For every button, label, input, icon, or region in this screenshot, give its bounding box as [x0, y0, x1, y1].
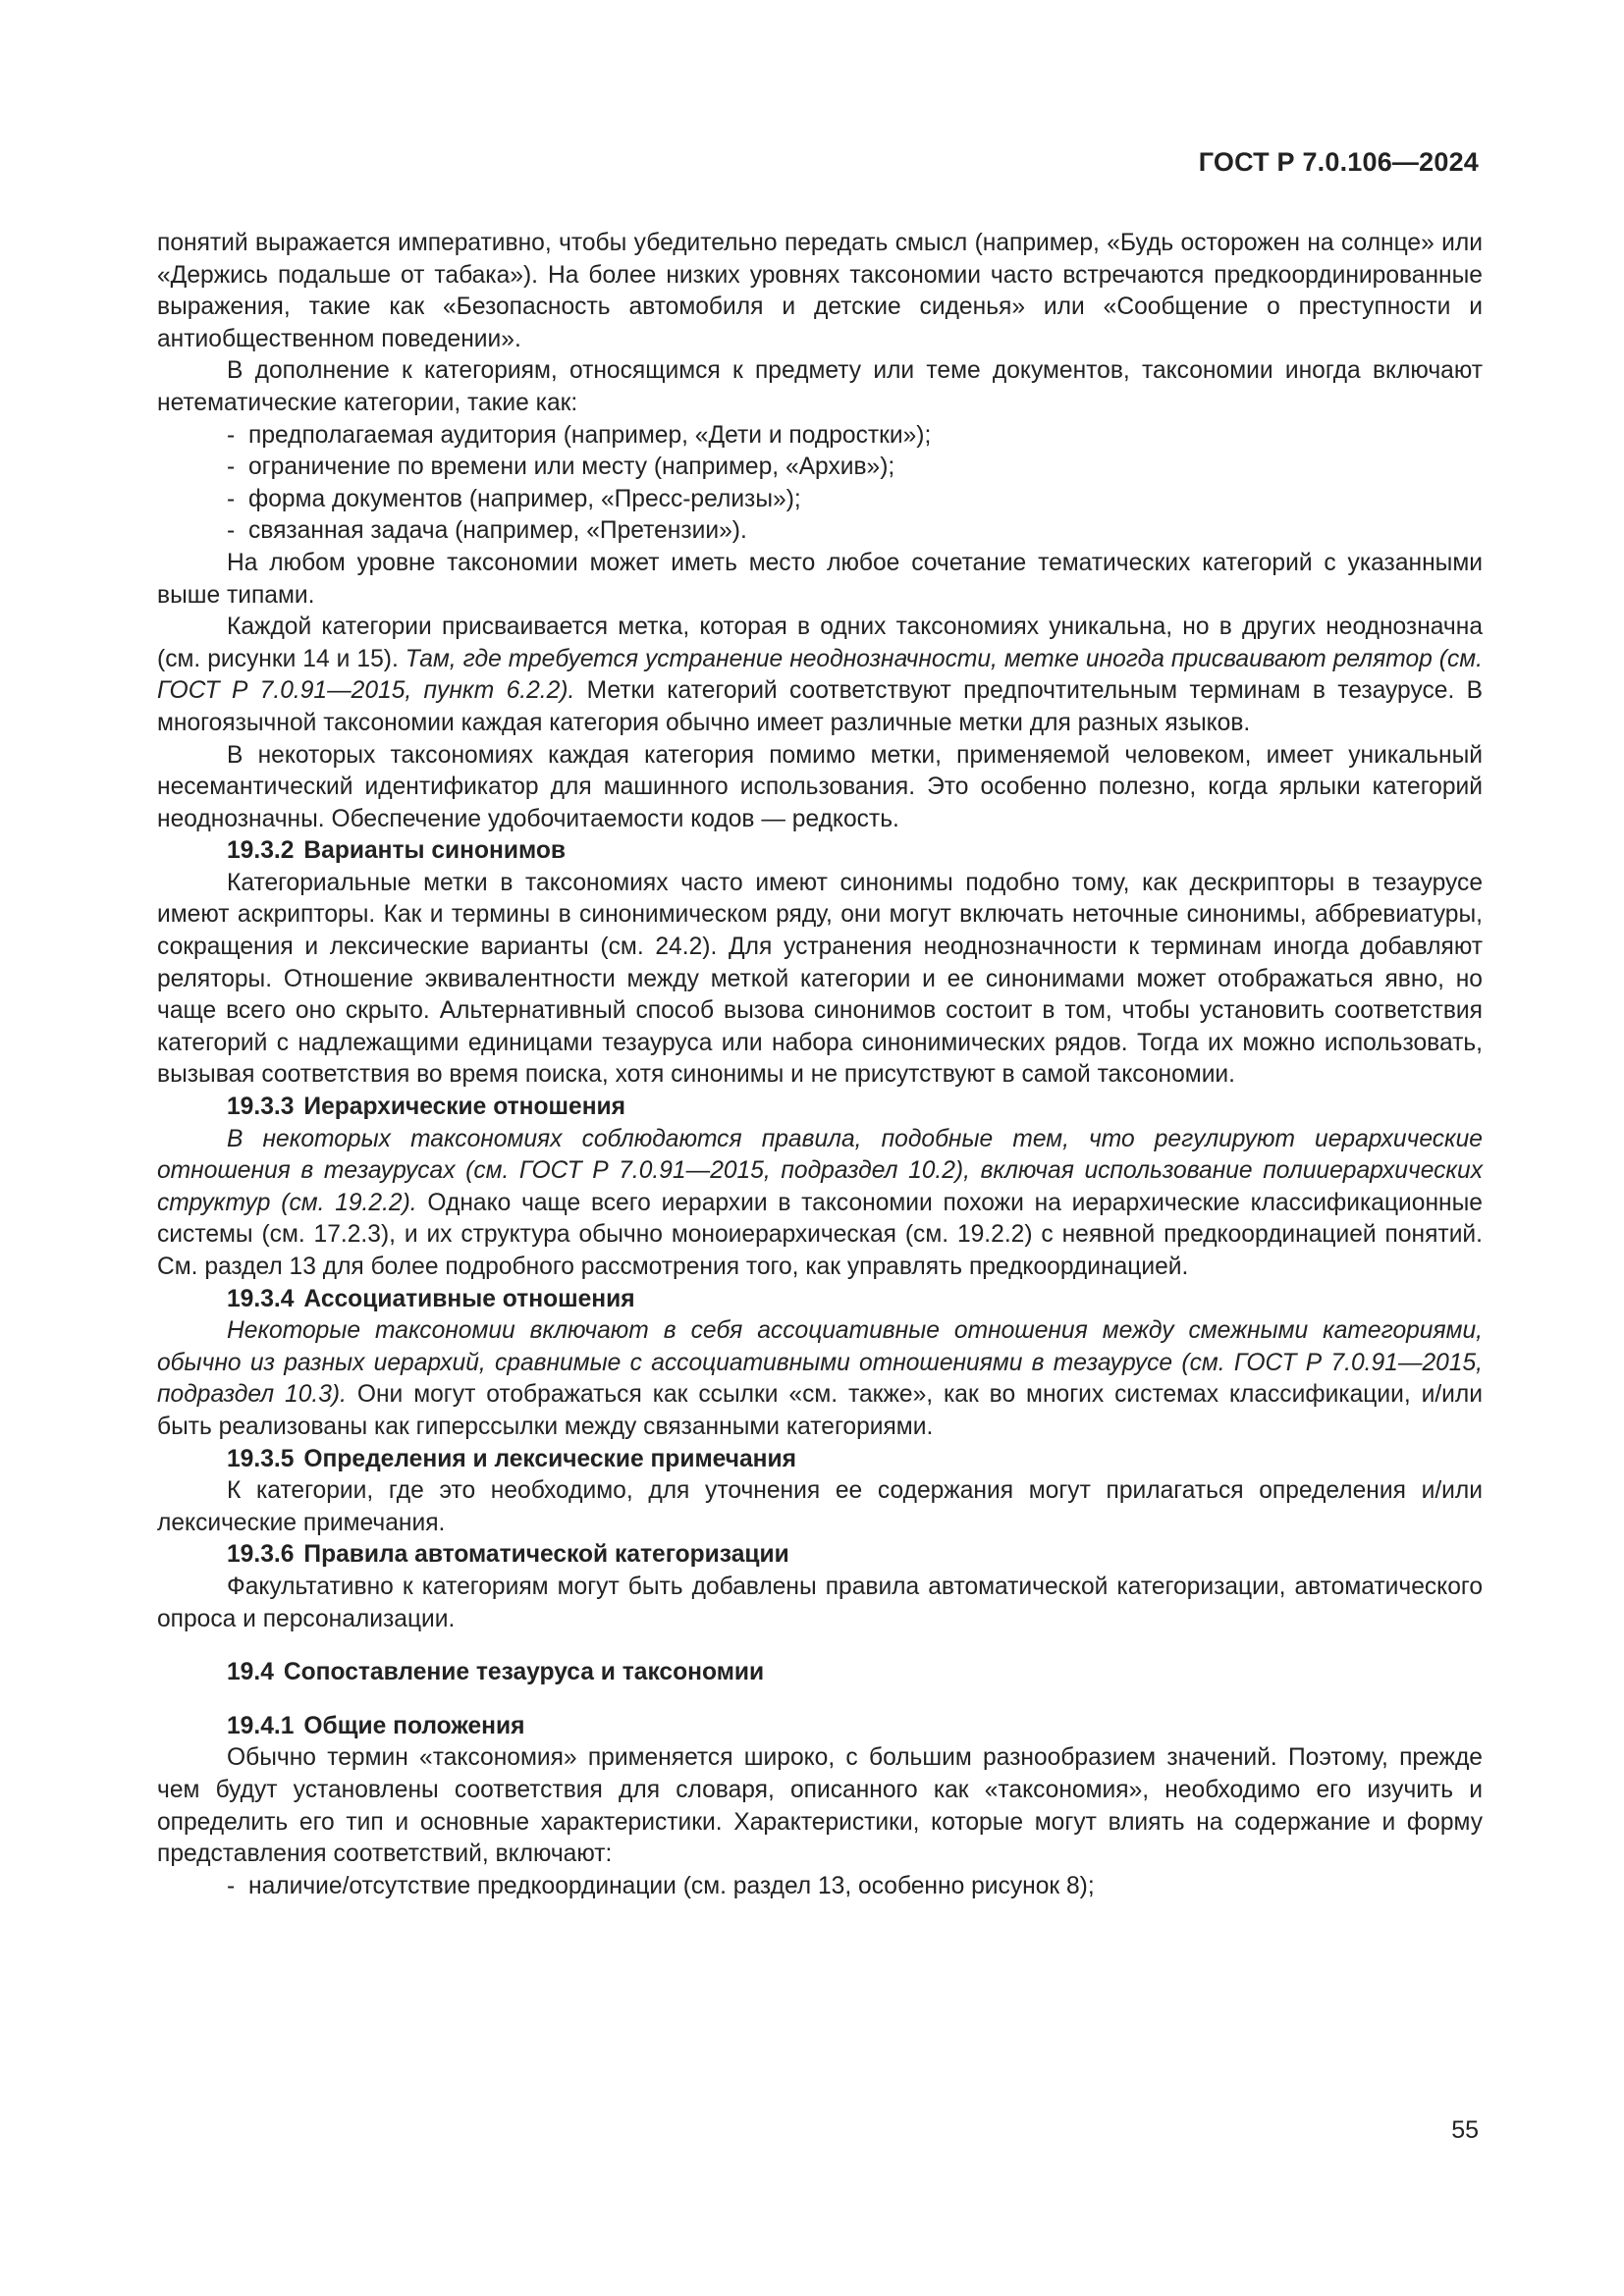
section-number: 19.4: [227, 1659, 274, 1686]
section-heading-19-3-4: [157, 1284, 1483, 1316]
paragraph-synonyms: Категориальные метки в таксономиях часто имеют синонимы подобно тому, как дескрипторы в тезаурусе имеют аскрипторы. Как и термины в синонимическом ряду, они могут включать неточные синонимы, аббревиатуры, сокращения и лексические варианты (см. 24.2). Для устранения неоднозначности к терминам иногда добавляют реляторы. Отношение эквивалентности между меткой категории и ее синонимами может отображаться явно, но чаще всего оно скрыто. Альтернативный способ вызова синонимов состоит в том, чтобы установить соответствия категорий с надлежащими единицами тезауруса или набора синонимических рядов. Тогда их можно использовать, вызывая соответствия во время поиска, хотя синонимы и не присутствуют в самой таксономии.: [157, 869, 1483, 1089]
section-number: 19.3.4: [227, 1285, 295, 1312]
body-text: [157, 228, 1483, 1902]
paragraph-auto-categorization: Факультативно к категориям могут быть добавлены правила автоматической категоризации, автоматического опроса и персонализации.: [157, 1573, 1483, 1632]
text-run: Однако чаще всего иерархии в таксономии похожи на иерархические классификационные системы (см. 17.2.3), и их структура обычно моноиерархическая (см. 19.2.2) с неявной предкоординацией понятий. См. раздел 13 для более подробного рассмотрения того, как управлять предкоординацией.: [157, 1189, 1483, 1280]
text-run: Метки категорий соответствуют предпочтительным терминам в тезаурусе. В многоязычной таксономии каждая категория обычно имеет различные метки для разных языков.: [157, 677, 1483, 736]
section-number: 19.3.5: [227, 1445, 295, 1472]
list-item: [157, 484, 1483, 516]
paragraph-continuation: понятий выражается императивно, чтобы убедительно передать смысл (например, «Будь осторожен на солнце» или «Держись подальше от табака»). На более низких уровнях таксономии часто встречаются предкоординированные выражения, такие как «Безопасность автомобиля и детские сиденья» или «Сообщение о преступности и антиобщественном поведении».: [157, 230, 1483, 352]
section-number: 19.4.1: [227, 1712, 295, 1739]
paragraph-general: Обычно термин «таксономия» применяется широко, с большим разнообразием значений. Поэтому, прежде чем будут установлены соответствия для словаря, описанного как «таксономия», необходимо его изучить и определить его тип и основные характеристики. Характеристики, которые могут влиять на содержание и форму представления соответствий, включают:: [157, 1744, 1483, 1868]
list-marker: -: [227, 1872, 236, 1899]
section-heading-19-4: [157, 1657, 1483, 1689]
paragraph-combination: На любом уровне таксономии может иметь место любое сочетание тематических категорий с указанными выше типами.: [157, 549, 1483, 609]
list-item: [157, 515, 1483, 548]
section-number: 19.3.6: [227, 1541, 295, 1569]
paragraph-hierarchy: [157, 1124, 1483, 1284]
section-title: Сопоставление тезауруса и таксономии: [283, 1659, 765, 1686]
page-number: 55: [1451, 2116, 1479, 2144]
section-title: Иерархические отношения: [303, 1094, 626, 1121]
list-item-text: связанная задача (например, «Претензии»).: [248, 517, 747, 545]
list-marker: -: [227, 517, 236, 545]
standard-header: ГОСТ Р 7.0.106—2024: [1198, 147, 1479, 177]
list-marker: -: [227, 421, 236, 449]
list-item: [157, 452, 1483, 484]
paragraph-labels: [157, 612, 1483, 739]
paragraph-definitions: К категории, где это необходимо, для уточнения ее содержания могут прилагаться определения и/или лексические примечания.: [157, 1477, 1483, 1536]
section-heading-19-3-2: [157, 835, 1483, 868]
paragraph-associative: [157, 1315, 1483, 1443]
section-title: Правила автоматической категоризации: [303, 1541, 789, 1569]
italic-run: Некоторые таксономии включают в себя ассоциативные отношения между смежными категориями, обычно из разных иерархий, сравнимые с ассоциативными отношениями в тезаурусе (см. ГОСТ Р 7.0.91—2015, подраздел 10.3).: [157, 1317, 1483, 1409]
list-item-text: предполагаемая аудитория (например, «Дети и подростки»);: [248, 421, 932, 449]
italic-run: Там, где требуется устранение неоднозначности, метке иногда присваивают релятор (см. ГОСТ Р 7.0.91—2015, пункт 6.2.2).: [157, 645, 1483, 705]
paragraph-non-thematic-intro: В дополнение к категориям, относящимся к предмету или теме документов, таксономии иногда включают нетематические категории, такие как:: [157, 357, 1483, 416]
italic-run: В некоторых таксономиях соблюдаются правила, подобные тем, что регулируют иерархические отношения в тезаурусах (см. ГОСТ Р 7.0.91—2015, подраздел 10.2), включая использование полииерархических структур (см. 19.2.2).: [157, 1125, 1483, 1216]
section-title: Общие положения: [303, 1712, 525, 1739]
list-item-text: форма документов (например, «Пресс-релизы»);: [248, 485, 801, 512]
list-item-text: ограничение по времени или месту (например, «Архив»);: [248, 454, 895, 481]
section-heading-19-3-3: [157, 1092, 1483, 1124]
list-marker: -: [227, 454, 236, 481]
section-title: Определения и лексические примечания: [303, 1445, 796, 1472]
list-marker: -: [227, 485, 236, 512]
list-item: [157, 420, 1483, 453]
paragraph-identifiers: В некоторых таксономиях каждая категория помимо метки, применяемой человеком, имеет уникальный несемантический идентификатор для машинного использования. Это особенно полезно, когда ярлыки категорий неоднозначны. Обеспечение удобочитаемости кодов — редкость.: [157, 741, 1483, 832]
section-heading-19-3-6: [157, 1539, 1483, 1572]
section-heading-19-3-5: [157, 1444, 1483, 1476]
section-number: 19.3.3: [227, 1094, 295, 1121]
text-run: Они могут отображаться как ссылки «см. также», как во многих системах классификации, и/или быть реализованы как гиперссылки между связанными категориями.: [157, 1381, 1483, 1440]
section-title: Ассоциативные отношения: [303, 1285, 635, 1312]
section-heading-19-4-1: [157, 1711, 1483, 1743]
section-number: 19.3.2: [227, 837, 295, 865]
list-item: [157, 1871, 1483, 1903]
list-item-text: наличие/отсутствие предкоординации (см. раздел 13, особенно рисунок 8);: [248, 1872, 1095, 1899]
section-title: Варианты синонимов: [303, 837, 567, 865]
text-run: Каждой категории присваивается метка, которая в одних таксономиях уникальна, но в других неоднозначна (см. рисунки 14 и 15).: [157, 614, 1483, 672]
